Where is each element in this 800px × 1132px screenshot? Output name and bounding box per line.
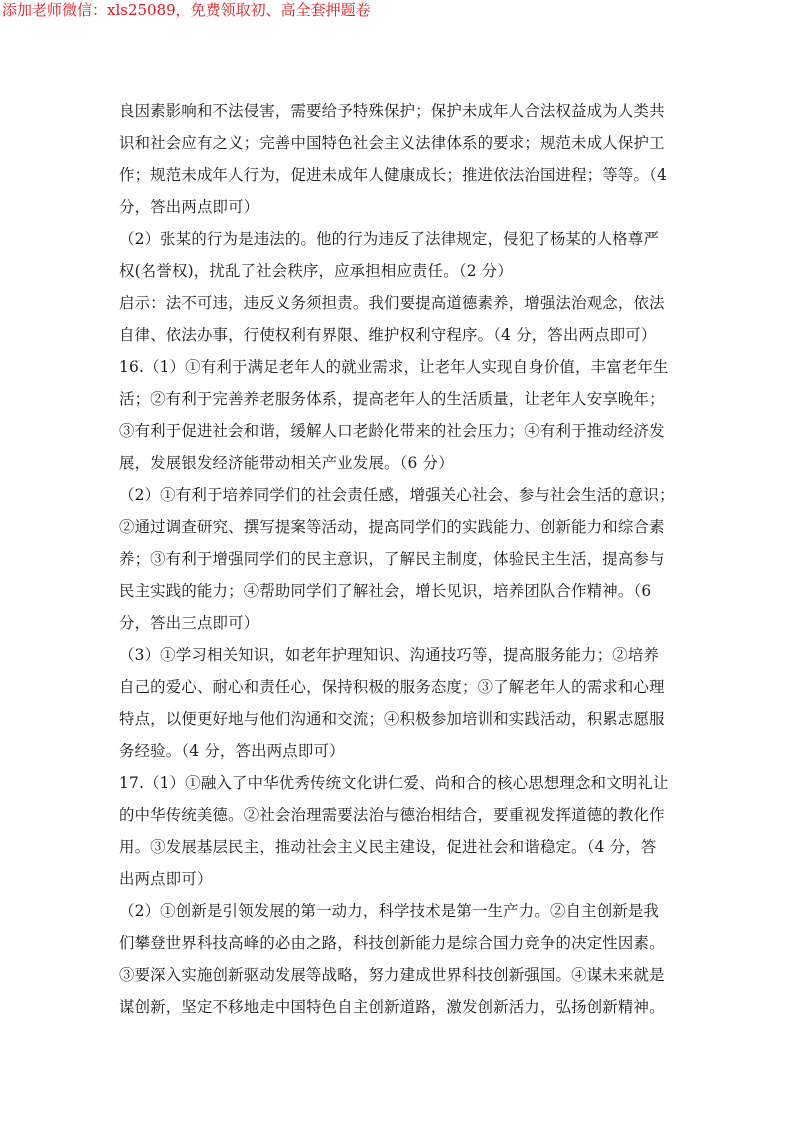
text-line: ②通过调查研究、撰写提案等活动，提高同学们的实践能力、创新能力和综合素: [119, 518, 665, 536]
text-line: 分，答出三点即可）: [119, 614, 260, 632]
text-line: 展，发展银发经济能带动相关产业发展。（6 分）: [119, 454, 454, 472]
text-line: （3）①学习相关知识，如老年护理知识、沟通技巧等，提高服务能力；②培养: [119, 646, 660, 664]
text-line: 出两点即可）: [119, 870, 213, 888]
text-line: 务经验。（4 分，答出两点即可）: [119, 742, 345, 760]
text-line: （2）①创新是引领发展的第一动力，科学技术是第一生产力。②自主创新是我: [119, 902, 660, 920]
promo-banner: 添加老师微信：xls25089，免费领取初、高全套押题卷: [2, 1, 371, 19]
text-line: （2）张某的行为是违法的。他的行为违反了法律规定，侵犯了杨某的人格尊严: [119, 230, 660, 248]
text-line: 权(名誉权)，扰乱了社会秩序，应承担相应责任。（2 分）: [119, 262, 513, 280]
text-line: （2）①有利于培养同学们的社会责任感，增强关心社会、参与社会生活的意识；: [119, 486, 675, 504]
text-line: 作；规范未成年人行为，促进未成年人健康成长；推进依法治国进程；等等。（4: [119, 166, 667, 184]
text-line: 的中华传统美德。②社会治理需要法治与德治相结合，要重视发挥道德的教化作: [119, 806, 665, 824]
document-body: [119, 95, 689, 1023]
text-line: 用。③发展基层民主，推动社会主义民主建设，促进社会和谐稳定。（4 分，答: [119, 838, 657, 856]
text-line: 们攀登世界科技高峰的必由之路，科技创新能力是综合国力竞争的决定性因素。: [119, 934, 665, 952]
text-line: 民主实践的能力；④帮助同学们了解社会，增长见识，培养团队合作精神。（6: [119, 582, 652, 600]
text-line: 分，答出两点即可）: [119, 198, 260, 216]
text-line: 16.（1）①有利于满足老年人的就业需求，让老年人实现自身价值，丰富老年生: [119, 358, 669, 376]
text-line: 自己的爱心、耐心和责任心，保持积极的服务态度；③了解老年人的需求和心理: [119, 678, 665, 696]
text-line: 启示：法不可违，违反义务须担责。我们要提高道德素养，增强法治观念，依法: [119, 294, 665, 312]
text-line: 良因素影响和不法侵害，需要给予特殊保护；保护未成年人合法权益成为人类共: [119, 102, 665, 120]
text-line: 17.（1）①融入了中华优秀传统文化讲仁爱、尚和合的核心思想理念和文明礼让: [119, 774, 669, 792]
text-line: 养；③有利于增强同学们的民主意识，了解民主制度，体验民主生活，提高参与: [119, 550, 665, 568]
text-line: 识和社会应有之义；完善中国特色社会主义法律体系的要求；规范未成人保护工: [119, 134, 665, 152]
text-line: 谋创新，坚定不移地走中国特色自主创新道路，激发创新活力，弘扬创新精神。: [119, 998, 665, 1016]
text-line: 活；②有利于完善养老服务体系，提高老年人的生活质量，让老年人安享晚年；: [119, 390, 665, 408]
text-line: ③要深入实施创新驱动发展等战略，努力建成世界科技创新强国。④谋未来就是: [119, 966, 665, 984]
text-line: 自律、依法办事，行使权利有界限、维护权利守程序。（4 分，答出两点即可）: [119, 326, 657, 344]
text-line: ③有利于促进社会和谐，缓解人口老龄化带来的社会压力；④有利于推动经济发: [119, 422, 665, 440]
text-line: 特点，以便更好地与他们沟通和交流；④积极参加培训和实践活动，积累志愿服: [119, 710, 665, 728]
